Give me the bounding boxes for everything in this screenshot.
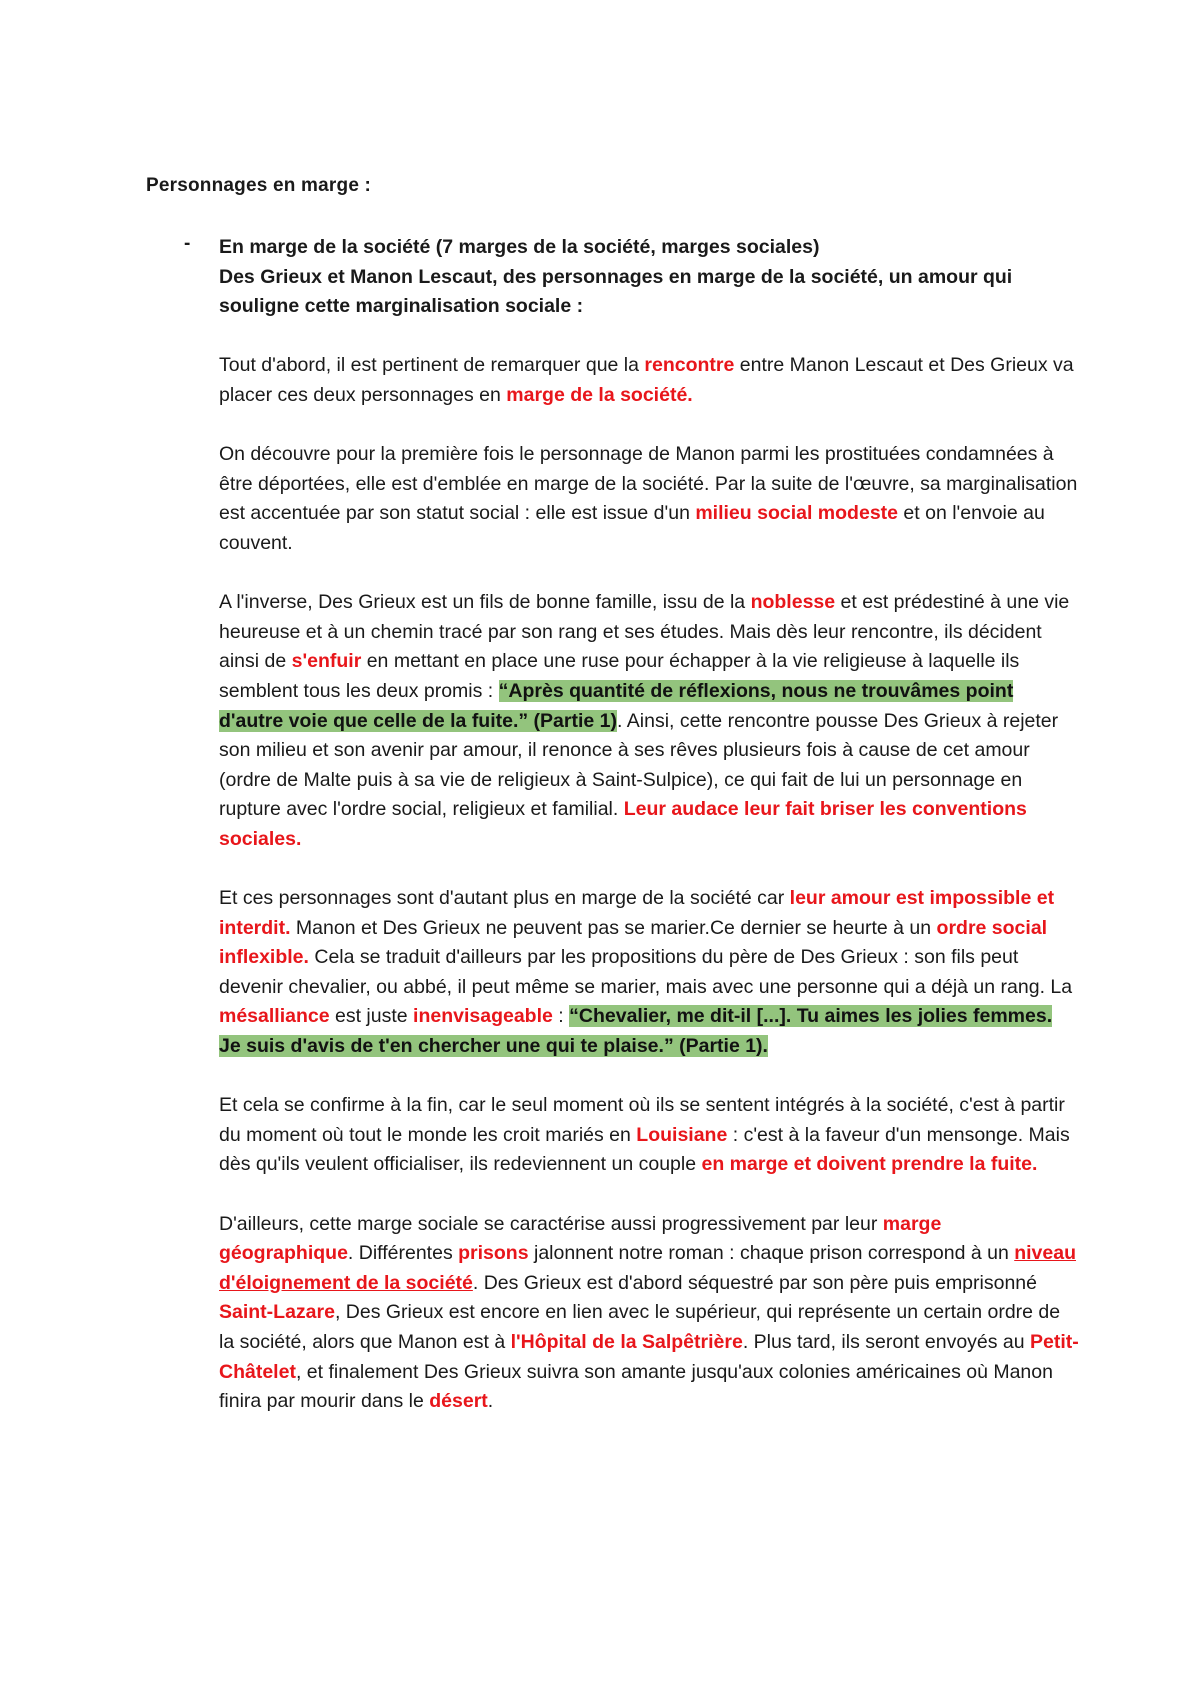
emphasis-red: marge géographique <box>219 1212 942 1265</box>
emphasis-red: Louisiane <box>636 1123 728 1146</box>
paragraph-2 <box>219 440 1079 558</box>
paragraph-text: : c'est à la faveur d'un mensonge. Mais dès qu'ils veulent officialiser, ils redeviennent un couple <box>219 1123 1070 1176</box>
emphasis-red: l'Hôpital de la Salpêtrière <box>510 1330 743 1353</box>
paragraph-text: : <box>552 1005 570 1028</box>
paragraph-text: . Plus tard, ils seront envoyés au <box>742 1330 1031 1353</box>
paragraph-3 <box>219 588 1079 854</box>
paragraph-text: . <box>487 1390 494 1413</box>
section-heading-line1: En marge de la société (7 marges de la société, marges sociales) <box>219 236 820 258</box>
highlighted-quote: “Chevalier, me dit-il [...]. Tu aimes les jolies femmes. Je suis d'avis de t'en chercher une qui te plaise.” (Partie 1). <box>219 1005 1053 1058</box>
emphasis-red: en marge et doivent prendre la fuite. <box>701 1153 1038 1176</box>
paragraph-text: et on l'envoie au couvent. <box>219 502 1045 554</box>
document-body <box>219 233 1079 1446</box>
emphasis-red: Petit-Châtelet <box>219 1330 1079 1383</box>
emphasis-red: Saint-Lazare <box>219 1301 335 1324</box>
paragraph-text: jalonnent notre roman : chaque prison correspond à un <box>528 1242 1015 1265</box>
paragraph-text: , Des Grieux est encore en lien avec le supérieur, qui représente un certain ordre de la société, alors que Manon est à <box>219 1301 1061 1353</box>
emphasis-red: mésalliance <box>219 1005 330 1028</box>
paragraph-text: Et ces personnages sont d'autant plus en marge de la société car <box>219 887 790 910</box>
paragraph-text: entre Manon Lescaut et Des Grieux va placer ces deux personnages en <box>219 354 1074 406</box>
paragraph-text: , et finalement Des Grieux suivra son amante jusqu'aux colonies américaines où Manon finira par mourir dans le <box>219 1360 1053 1413</box>
emphasis-red: Leur audace leur fait briser les conventions sociales. <box>219 798 1027 850</box>
emphasis-red: s'enfuir <box>291 650 362 673</box>
paragraph-1 <box>219 351 1079 410</box>
highlighted-quote: “Après quantité de réflexions, nous ne trouvâmes point d'autre voie que celle de la fuite.” (Partie 1) <box>219 679 1014 732</box>
emphasis-red: leur amour est impossible et interdit. <box>219 887 1055 939</box>
paragraph-text: A l'inverse, Des Grieux est un fils de bonne famille, issu de la <box>219 591 751 614</box>
paragraph-text: Et cela se confirme à la fin, car le seul moment où ils se sentent intégrés à la société, c'est à partir du moment où tout le monde les croit mariés en <box>219 1094 1065 1146</box>
emphasis-red: noblesse <box>750 591 836 614</box>
document-title: Personnages en marge : <box>146 175 372 196</box>
paragraph-text: est juste <box>329 1005 414 1028</box>
section-heading-line2: Des Grieux et Manon Lescaut, des personnages en marge de la société, un amour qui souligne cette marginalisation sociale : <box>219 265 1013 318</box>
paragraph-text: Cela se traduit d'ailleurs par les propositions du père de Des Grieux : son fils peut devenir chevalier, ou abbé, il peut même se marier, mais avec une personne qui a déjà un rang. La <box>219 946 1073 998</box>
paragraph-text: Tout d'abord, il est pertinent de remarquer que la <box>219 354 645 377</box>
paragraph-5 <box>219 1091 1079 1180</box>
paragraph-text: D'ailleurs, cette marge sociale se caractérise aussi progressivement par leur <box>219 1212 883 1235</box>
paragraph-text: . Des Grieux est d'abord séquestré par son père puis emprisonné <box>472 1271 1037 1294</box>
emphasis-red: désert <box>429 1390 488 1413</box>
paragraph-text: et est prédestiné à une vie heureuse et à un chemin tracé par son rang et ses études. Mais dès leur rencontre, ils décident ainsi de <box>219 591 1070 673</box>
emphasis-red: prisons <box>458 1242 529 1265</box>
paragraph-text: On découvre pour la première fois le personnage de Manon parmi les prostituées condamnées à être déportées, elle est d'emblée en marge de la société. Par la suite de l'œuvre, sa marginalisation est accentuée par son statut social : elle est issue d'un <box>219 443 1078 525</box>
emphasis-red: marge de la société. <box>506 383 693 406</box>
emphasis-red: milieu social modeste <box>695 502 898 525</box>
paragraph-text: Manon et Des Grieux ne peuvent pas se marier.Ce dernier se heurte à un <box>290 916 937 939</box>
emphasis-red: inenvisageable <box>413 1005 553 1028</box>
section-heading <box>219 233 1079 322</box>
paragraph-text: . Différentes <box>347 1242 459 1265</box>
paragraph-4 <box>219 884 1079 1062</box>
paragraph-text: en mettant en place une ruse pour échapper à la vie religieuse à laquelle ils semblent tous les deux promis : <box>219 650 1020 702</box>
paragraph-text: . Ainsi, cette rencontre pousse Des Grieux à rejeter son milieu et son avenir par amour, il renonce à ses rêves plusieurs fois à cause de cet amour (ordre de Malte puis à sa vie de religieux à Saint-Sulpice), ce qui fait de lui un personnage en rupture avec l'ordre social, religieux et familial. <box>219 709 1059 821</box>
emphasis-red: ordre social inflexible. <box>219 916 1048 969</box>
paragraph-6 <box>219 1210 1079 1417</box>
emphasis-red-underlined: niveau d'éloignement de la société <box>219 1242 1076 1294</box>
emphasis-red: rencontre <box>644 354 735 377</box>
list-bullet-dash: - <box>184 233 191 254</box>
